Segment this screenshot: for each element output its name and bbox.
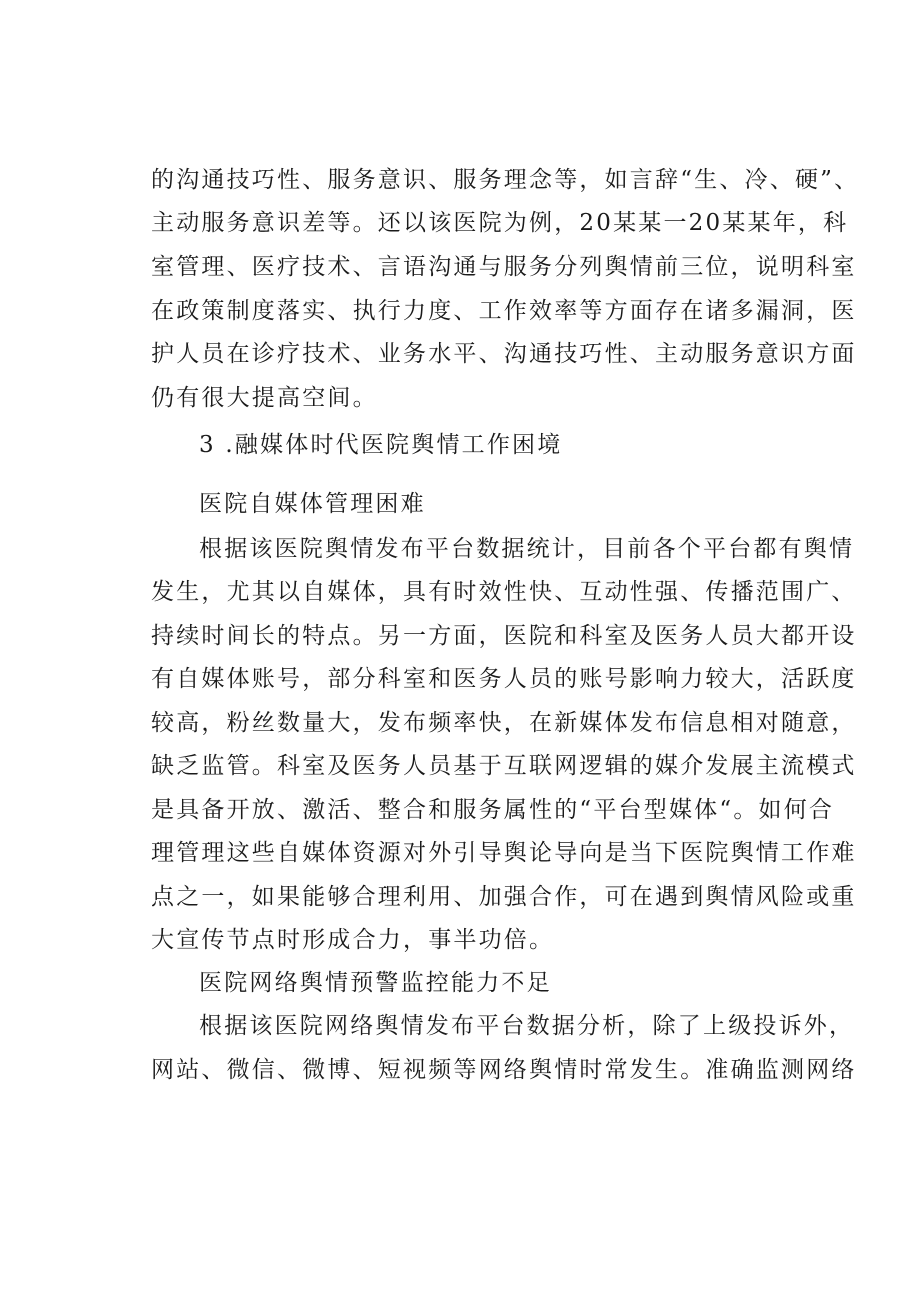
paragraph-1-line-1: 的沟通技巧性、服务意识、服务理念等，如言辞“生、冷、硬”、 [151,167,860,193]
paragraph-3-line-2: 网站、微信、微博、短视频等网络舆情时常发生。准确监测网络 [151,1057,857,1083]
paragraph-2-line-1: 根据该医院舆情发布平台数据统计，目前各个平台都有舆情 [199,536,855,562]
section-heading: 3 .融媒体时代医院舆情工作困境 [199,432,563,458]
subheading-network-monitoring: 医院网络舆情预警监控能力不足 [199,970,552,996]
paragraph-2-line-8: 理管理这些自媒体资源对外引导舆论导向是当下医院舆情工作难 [151,840,857,866]
paragraph-2-line-9: 点之一，如果能够合理利用、加强合作，可在遇到舆情风险或重 [151,884,857,910]
subheading-self-media: 医院自媒体管理困难 [199,491,426,517]
paragraph-2-line-7: 是具备开放、激活、整合和服务属性的“平台型媒体“。如何合 [151,797,835,823]
paragraph-2-line-2: 发生，尤其以自媒体，具有时效性快、互动性强、传播范围广、 [151,579,857,605]
paragraph-3-line-1: 根据该医院网络舆情发布平台数据分析，除了上级投诉外， [199,1013,855,1039]
paragraph-1-line-4: 在政策制度落实、执行力度、工作效率等方面存在诸多漏洞，医 [151,298,857,324]
paragraph-2-line-10: 大宣传节点时形成合力，事半功倍。 [151,927,555,953]
paragraph-2-line-3: 持续时间长的特点。另一方面，医院和科室及医务人员大都开设 [151,623,857,649]
paragraph-2-line-5: 较高，粉丝数量大，发布频率快，在新媒体发布信息相对随意， [151,710,857,736]
paragraph-1-line-3: 室管理、医疗技术、言语沟通与服务分列舆情前三位，说明科室 [151,254,857,280]
paragraph-1-line-5: 护人员在诊疗技术、业务水平、沟通技巧性、主动服务意识方面 [151,341,857,367]
paragraph-1-line-2: 主动服务意识差等。还以该医院为例，20某某一20某某年，科 [151,210,849,236]
paragraph-2-line-6: 缺乏监管。科室及医务人员基于互联网逻辑的媒介发展主流模式 [151,753,857,779]
paragraph-1-line-6: 仍有很大提高空间。 [151,385,378,411]
paragraph-2-line-4: 有自媒体账号，部分科室和医务人员的账号影响力较大，活跃度 [151,666,857,692]
